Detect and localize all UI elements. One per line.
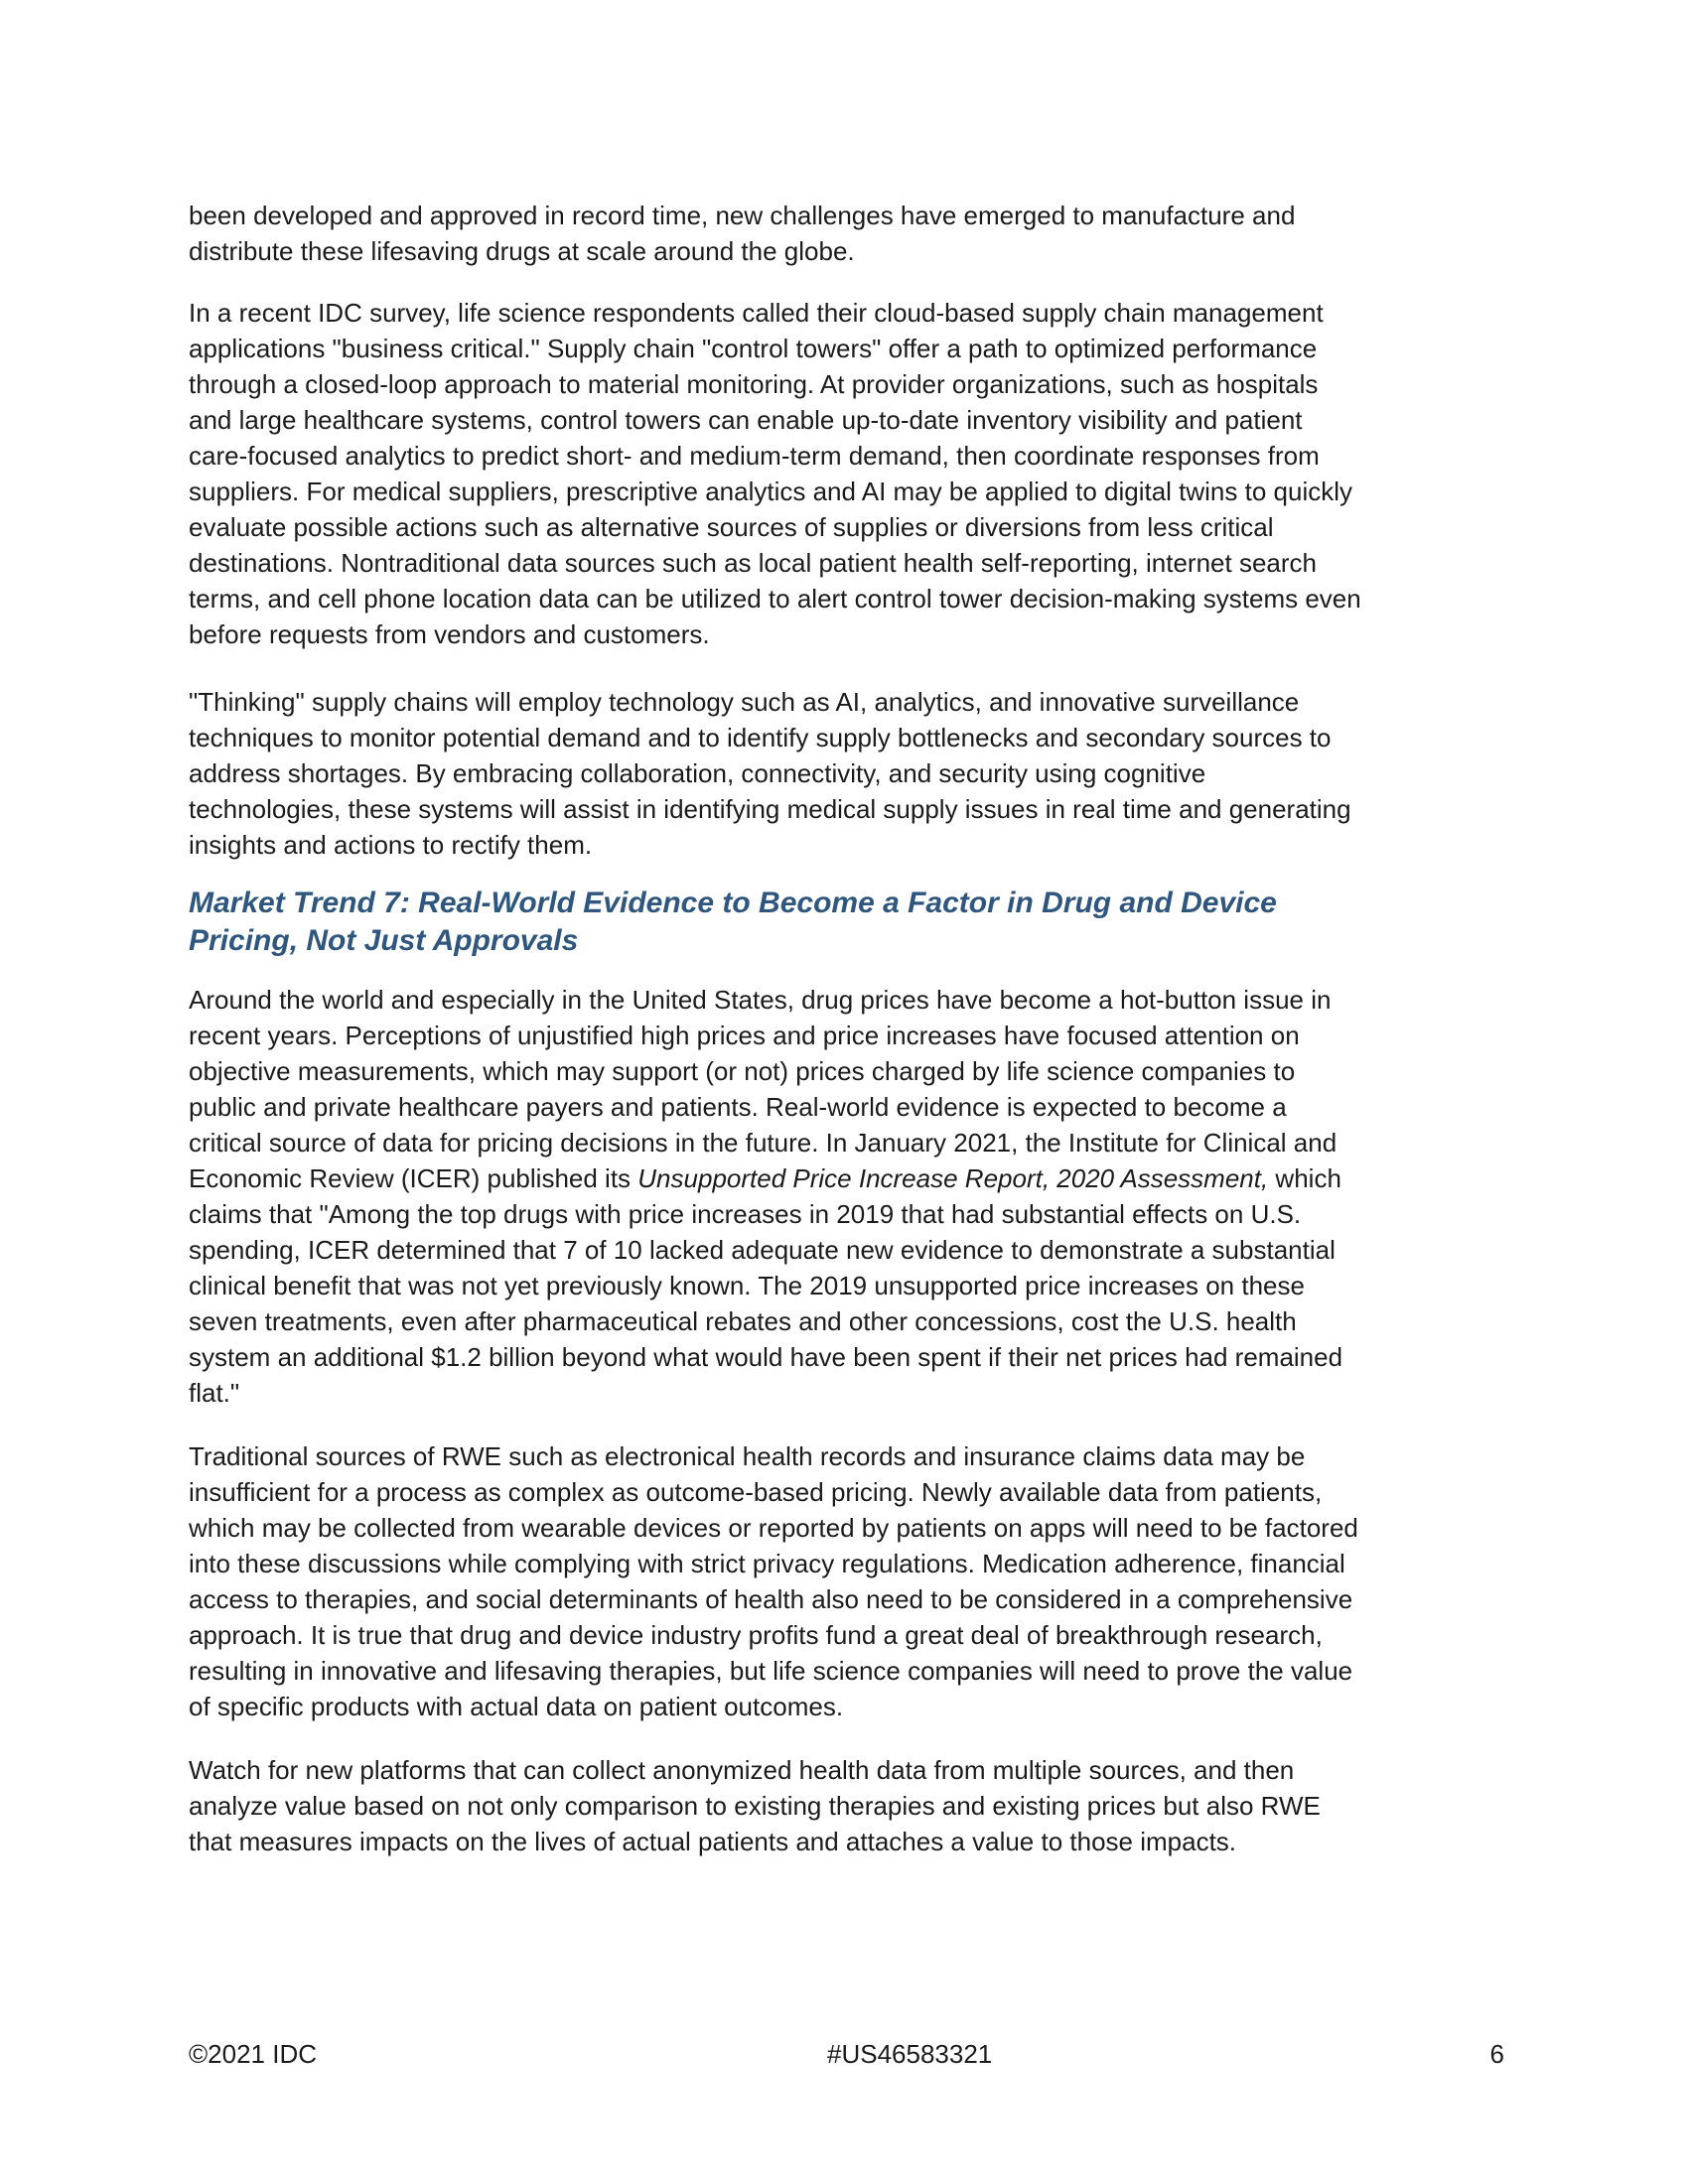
text-line: which may be collected from wearable devices or reported by patients on apps will need to be factored [189, 1513, 1358, 1543]
text-line: before requests from vendors and customers. [189, 619, 710, 649]
text-line: critical source of data for pricing decisions in the future. In January 2021, the Institute for Clinical and [189, 1128, 1337, 1158]
text-line: recent years. Perceptions of unjustified high prices and price increases have focused attention on [189, 1021, 1300, 1050]
text-line: public and private healthcare payers and patients. Real-world evidence is expected to become a [189, 1092, 1287, 1122]
text-line: address shortages. By embracing collaboration, connectivity, and security using cognitive [189, 758, 1206, 788]
text-segment: Economic Review (ICER) published its [189, 1163, 638, 1193]
body-paragraph-drug-pricing-icer [189, 982, 1509, 1411]
footer-copyright: ©2021 IDC [189, 2039, 317, 2069]
text-line: spending, ICER determined that 7 of 10 lacked adequate new evidence to demonstrate a substantial [189, 1235, 1336, 1265]
text-line: care-focused analytics to predict short- and medium-term demand, then coordinate responses from [189, 441, 1320, 471]
text-line: In a recent IDC survey, life science respondents called their cloud-based supply chain management [189, 298, 1324, 328]
text-line: evaluate possible actions such as alternative sources of supplies or diversions from less critical [189, 512, 1274, 542]
text-line: terms, and cell phone location data can be utilized to alert control tower decision-making systems even [189, 584, 1361, 614]
footer-page-number: 6 [1489, 2039, 1504, 2069]
text-line: "Thinking" supply chains will employ technology such as AI, analytics, and innovative surveillance [189, 687, 1300, 717]
body-paragraph-thinking-supply-chains [189, 684, 1509, 863]
text-line: destinations. Nontraditional data sources such as local patient health self-reporting, internet search [189, 548, 1317, 578]
text-line: Traditional sources of RWE such as electronical health records and insurance claims data may be [189, 1441, 1306, 1471]
text-line: insights and actions to rectify them. [189, 830, 593, 860]
body-paragraph-supply-scale [189, 198, 1509, 269]
text-line: distribute these lifesaving drugs at scale around the globe. [189, 236, 855, 266]
text-line: Around the world and especially in the United States, drug prices have become a hot-button issue in [189, 985, 1332, 1015]
text-segment: which [1268, 1163, 1341, 1193]
text-line: techniques to monitor potential demand and to identify supply bottlenecks and secondary sources to [189, 723, 1332, 752]
text-line: Pricing, Not Just Approvals [189, 924, 579, 957]
text-line: resulting in innovative and lifesaving therapies, but life science companies will need to prove the value [189, 1656, 1353, 1686]
text-line: suppliers. For medical suppliers, prescriptive analytics and AI may be applied to digital twins to quickly [189, 477, 1352, 506]
text-line: been developed and approved in record time, new challenges have emerged to manufacture and [189, 201, 1296, 230]
text-line [189, 1160, 1509, 1196]
text-line: system an additional $1.2 billion beyond what would have been spent if their net prices had remained [189, 1342, 1343, 1372]
text-line: of specific products with actual data on patient outcomes. [189, 1692, 844, 1721]
text-line: technologies, these systems will assist in identifying medical supply issues in real time and generating [189, 794, 1351, 824]
text-line: analyze value based on not only comparison to existing therapies and existing prices but also RWE [189, 1791, 1321, 1821]
text-line: Market Trend 7: Real-World Evidence to Become a Factor in Drug and Device [189, 887, 1277, 919]
footer-document-number: #US46583321 [827, 2039, 993, 2069]
text-line: applications "business critical." Supply chain "control towers" offer a path to optimized performance [189, 334, 1318, 363]
body-paragraph-idc-survey-control-towers [189, 295, 1509, 652]
body-paragraph-rwe-sources [189, 1438, 1509, 1724]
text-line: and large healthcare systems, control towers can enable up-to-date inventory visibility and patient [189, 405, 1303, 435]
text-line: insufficient for a process as complex as outcome-based pricing. Newly available data from patients, [189, 1477, 1323, 1507]
text-line: into these discussions while complying with strict privacy regulations. Medication adherence, financial [189, 1549, 1345, 1578]
text-line: approach. It is true that drug and device industry profits fund a great deal of breakthrough research, [189, 1620, 1323, 1650]
text-line: through a closed-loop approach to material monitoring. At provider organizations, such as hospitals [189, 369, 1319, 399]
text-line: Watch for new platforms that can collect anonymized health data from multiple sources, and then [189, 1755, 1295, 1785]
text-line: that measures impacts on the lives of actual patients and attaches a value to those impacts. [189, 1827, 1237, 1856]
italic-text-segment: Unsupported Price Increase Report, 2020 Assessment, [637, 1163, 1269, 1193]
text-line: objective measurements, which may support (or not) prices charged by life science companies to [189, 1056, 1296, 1086]
section-heading-market-trend-7 [189, 885, 1509, 960]
text-line: flat." [189, 1378, 240, 1408]
body-paragraph-watch-platforms [189, 1752, 1509, 1859]
text-line: clinical benefit that was not yet previously known. The 2019 unsupported price increases on these [189, 1271, 1305, 1300]
text-line: claims that "Among the top drugs with price increases in 2019 that had substantial effects on U.S. [189, 1199, 1302, 1229]
text-line: access to therapies, and social determinants of health also need to be considered in a comprehensive [189, 1584, 1353, 1614]
text-line: seven treatments, even after pharmaceutical rebates and other concessions, cost the U.S. health [189, 1306, 1297, 1336]
